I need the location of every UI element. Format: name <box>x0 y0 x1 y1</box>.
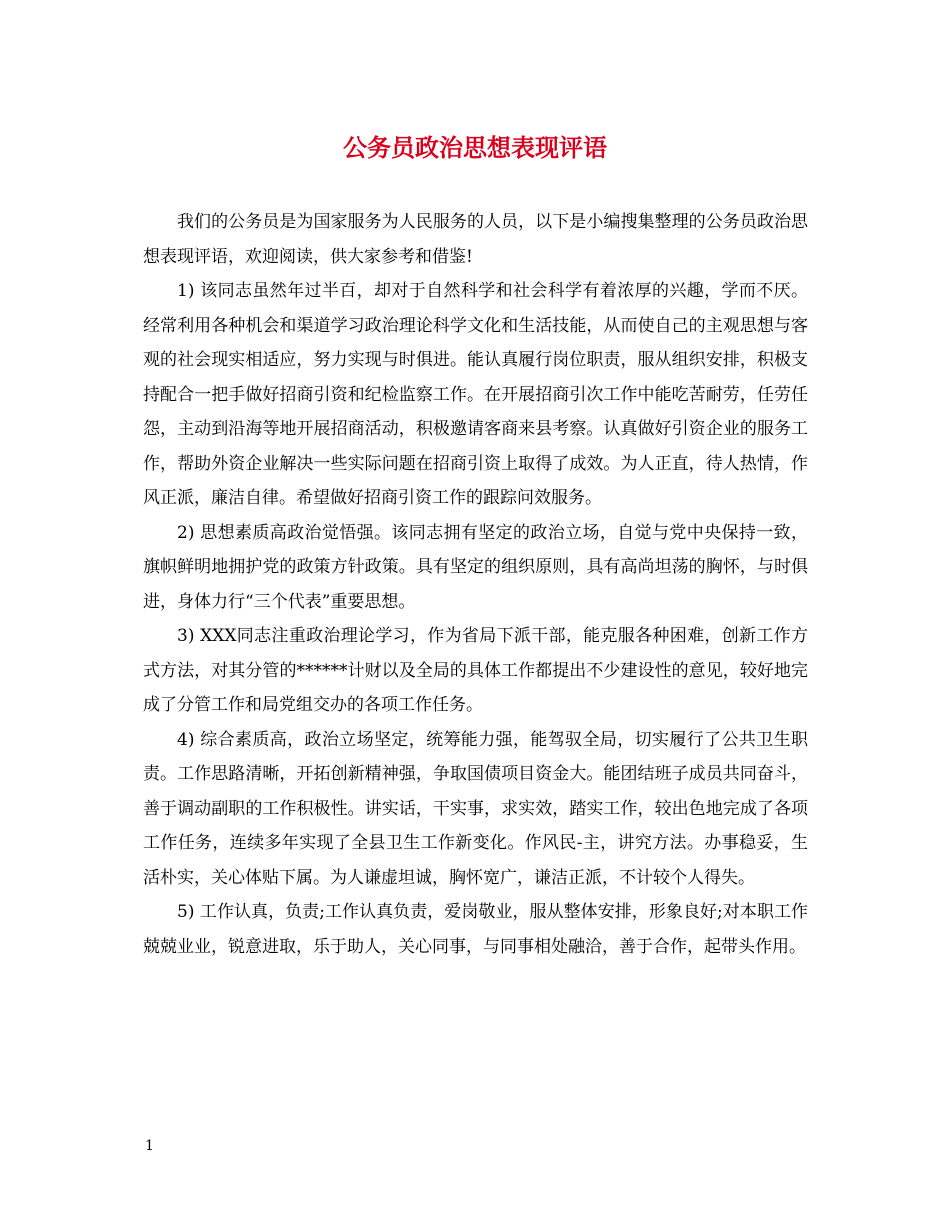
document-body <box>143 205 808 964</box>
document-title: 公务员政治思想表现评语 <box>343 133 607 162</box>
paragraph-item-3: 3) XXX同志注重政治理论学习，作为省局下派干部，能克服各种困难，创新工作方式方法，对其分管的******计财以及全局的具体工作都提出不少建设性的意见，较好地完成了分管工作和局党组交办的各项工作任务。 <box>143 626 808 715</box>
paragraph-item-4: 4) 综合素质高，政治立场坚定，统筹能力强，能驾驭全局，切实履行了公共卫生职责。工作思路清晰，开拓创新精神强，争取国债项目资金大。能团结班子成员共同奋斗，善于调动副职的工作积极性。讲实话，干实事，求实效，踏实工作，较出色地完成了各项工作任务，连续多年实现了全县卫生工作新变化。作风民-主，讲究方法。办事稳妥，生活朴实，关心体贴下属。为人谦虚坦诚，胸怀宽广，谦洁正派，不计较个人得失。 <box>143 729 808 888</box>
paragraph-item-5: 5) 工作认真，负责;工作认真负责，爱岗敬业，服从整体安排，形象良好;对本职工作兢兢业业，锐意进取，乐于助人，关心同事，与同事相处融洽，善于合作，起带头作用。 <box>143 902 808 957</box>
paragraph-item-1: 1) 该同志虽然年过半百，却对于自然科学和社会科学有着浓厚的兴趣，学而不厌。经常利用各种机会和渠道学习政治理论科学文化和生活技能，从而使自己的主观思想与客观的社会现实相适应，努力实现与时俱进。能认真履行岗位职责，服从组织安排，积极支持配合一把手做好招商引资和纪检监察工作。在开展招商引次工作中能吃苦耐劳，任劳任怨，主动到沿海等地开展招商活动，积极邀请客商来县考察。认真做好引资企业的服务工作，帮助外资企业解决一些实际问题在招商引资上取得了成效。为人正直，待人热情，作风正派，廉洁自律。希望做好招商引资工作的跟踪问效服务。 <box>143 281 808 508</box>
paragraph-item-2: 2) 思想素质高政治觉悟强。该同志拥有坚定的政治立场，自觉与党中央保持一致，旗帜鲜明地拥护党的政策方针政策。具有坚定的组织原则，具有高尚坦荡的胸怀，与时俱进，身体力行“三个代表”重要思想。 <box>143 522 808 612</box>
intro-paragraph: 我们的公务员是为国家服务为人民服务的人员，以下是小编搜集整理的公务员政治思想表现评语，欢迎阅读，供大家参考和借鉴! <box>143 212 808 267</box>
page-number: 1 <box>145 1138 154 1154</box>
